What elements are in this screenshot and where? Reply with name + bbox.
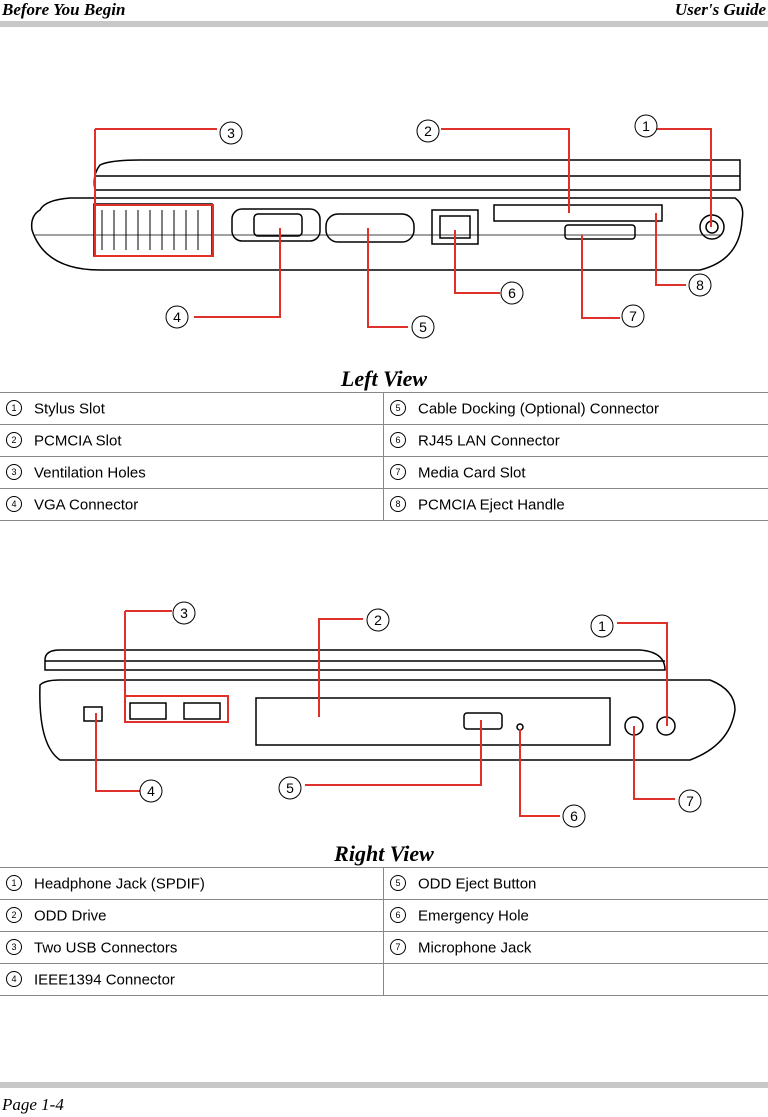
legend-label: ODD Eject Button (418, 875, 537, 893)
left-callout-4 (166, 306, 188, 328)
svg-text:1: 1 (642, 118, 650, 134)
table-row: 3 Two USB Connectors 7 Microphone Jack (0, 932, 768, 964)
legend-label: IEEE1394 Connector (34, 971, 175, 989)
table-row: 1 Stylus Slot 5 Cable Docking (Optional) Connector (0, 393, 768, 425)
table-row: 3 Ventilation Holes 7 Media Card Slot (0, 457, 768, 489)
svg-text:5: 5 (419, 319, 427, 335)
header-section-title: Before You Begin (2, 0, 126, 19)
legend-label: RJ45 LAN Connector (418, 432, 560, 450)
left-callout-1 (635, 115, 657, 137)
footer-rule (0, 1082, 768, 1088)
right-view-diagram (0, 595, 768, 830)
right-callout-7 (679, 790, 701, 812)
left-view-legend (0, 392, 768, 521)
table-row: 4 VGA Connector 8 PCMCIA Eject Handle (0, 489, 768, 521)
legend-label: VGA Connector (34, 496, 139, 514)
legend-label: PCMCIA Slot (34, 432, 122, 450)
legend-label: Microphone Jack (418, 939, 532, 957)
right-callout-1 (591, 615, 613, 637)
legend-label: Media Card Slot (418, 464, 526, 482)
legend-label: Two USB Connectors (34, 939, 178, 957)
svg-text:4: 4 (173, 309, 181, 325)
svg-text:3: 3 (180, 605, 188, 621)
svg-text:6: 6 (508, 285, 516, 301)
right-view-caption: Right View (334, 841, 434, 866)
right-callout-4 (140, 780, 162, 802)
legend-label: Ventilation Holes (34, 464, 146, 482)
svg-text:4: 4 (147, 783, 155, 799)
left-callouts (166, 115, 711, 338)
svg-text:2: 2 (374, 612, 382, 628)
legend-label: Headphone Jack (SPDIF) (34, 875, 205, 893)
svg-text:5: 5 (286, 780, 294, 796)
table-row: 2 ODD Drive 6 Emergency Hole (0, 900, 768, 932)
legend-label: Stylus Slot (34, 400, 105, 418)
legend-label: Emergency Hole (418, 907, 529, 925)
right-view-legend (0, 867, 768, 996)
left-callout-5 (412, 316, 434, 338)
right-callout-6 (563, 805, 585, 827)
left-view-diagram (0, 110, 768, 340)
legend-label: ODD Drive (34, 907, 107, 925)
left-callout-7 (622, 305, 644, 327)
right-callout-2 (367, 609, 389, 631)
right-callouts (140, 602, 701, 827)
svg-text:3: 3 (227, 125, 235, 141)
svg-text:7: 7 (629, 308, 637, 324)
table-row: 1 Headphone Jack (SPDIF) 5 ODD Eject Button (0, 868, 768, 900)
right-callout-3 (173, 602, 195, 624)
page-header (0, 0, 768, 20)
left-callout-6 (501, 282, 523, 304)
left-view-caption: Left View (340, 366, 428, 391)
header-rule (0, 21, 768, 27)
left-callout-2 (417, 120, 439, 142)
svg-text:2: 2 (424, 123, 432, 139)
legend-label: PCMCIA Eject Handle (418, 496, 565, 514)
page-number: Page 1-4 (2, 1095, 64, 1114)
svg-text:1: 1 (598, 618, 606, 634)
svg-text:7: 7 (686, 793, 694, 809)
header-doc-title: User's Guide (674, 0, 766, 19)
left-callout-3 (220, 122, 242, 144)
table-row: 4 IEEE1394 Connector (0, 964, 768, 996)
left-callout-8 (689, 274, 711, 296)
table-row: 2 PCMCIA Slot 6 RJ45 LAN Connector (0, 425, 768, 457)
svg-text:6: 6 (570, 808, 578, 824)
svg-text:8: 8 (696, 277, 704, 293)
right-callout-5 (279, 777, 301, 799)
legend-label: Cable Docking (Optional) Connector (418, 400, 659, 418)
